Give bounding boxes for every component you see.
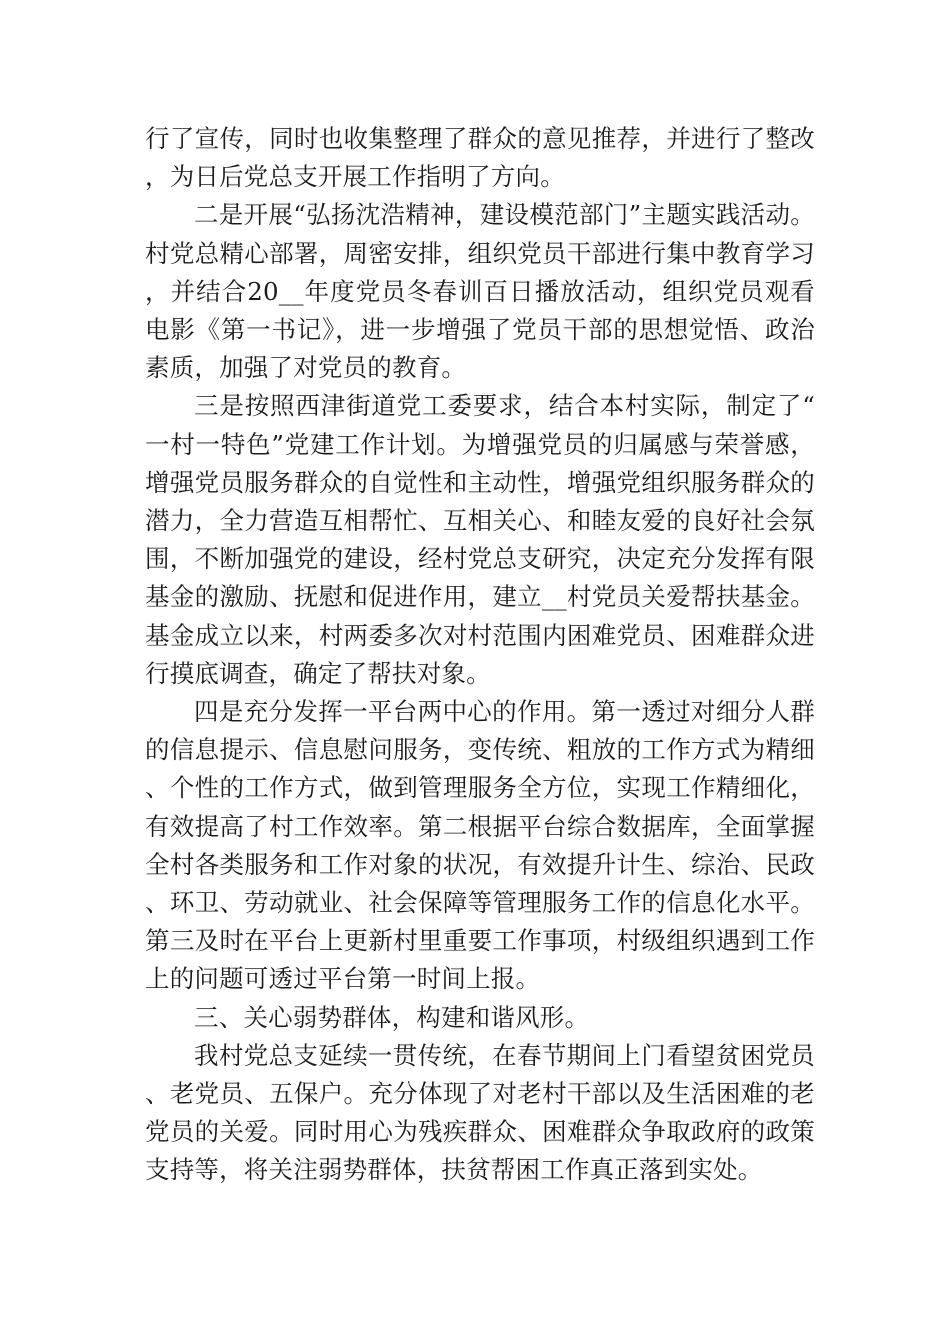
paragraph-party-building-plan: 三是按照西津街道党工委要求，结合本村实际，制定了“一村一特色”党建工作计划。为增强党员的归属感与荣誉感，增强党员服务群众的自觉性和主动性，增强党组织服务群众的潜力，全力营造互相帮忙、互相关心、和睦友爱的良好社会氛围，不断加强党的建设，经村党总支研究，决定充分发挥有限基金的激励、抚慰和促进作用，建立__村党员关爱帮扶基金。基金成立以来，村两委多次对村范围内困难党员、困难群众进行摸底调查，确定了帮扶对象。	[145, 391, 815, 688]
paragraph-continuation: 行了宣传，同时也收集整理了群众的意见推荐，并进行了整改，为日后党总支开展工作指明了方向。	[145, 124, 815, 192]
document-body	[145, 120, 815, 1190]
paragraph-vulnerable-groups: 我村党总支延续一贯传统，在春节期间上门看望贫困党员、老党员、五保户。充分体现了对老村干部以及生活困难的老党员的关爱。同时用心为残疾群众、困难群众争取政府的政策支持等，将关注弱势群体，扶贫帮困工作真正落到实处。	[145, 1040, 815, 1185]
section-heading: 三、关心弱势群体，构建和谐风形。	[194, 1002, 590, 1032]
paragraph-platform: 四是充分发挥一平台两中心的作用。第一透过对细分人群的信息提示、信息慰问服务，变传统、粗放的工作方式为精细、个性的工作方式，做到管理服务全方位，实现工作精细化，有效提高了村工作效率。第二根据平台综合数据库，全面掌握全村各类服务和工作对象的状况，有效提升计生、综治、民政、环卫、劳动就业、社会保障等管理服务工作的信息化水平。第三及时在平台上更新村里重要工作事项，村级组织遇到工作上的问题可透过平台第一时间上报。	[145, 697, 815, 994]
paragraph-theme-practice: 二是开展“弘扬沈浩精神，建设模范部门”主题实践活动。村党总精心部署，周密安排，组织党员干部进行集中教育学习，并结合20__年度党员冬春训百日播放活动，组织党员观看电影《第一书记》，进一步增强了党员干部的思想觉悟、政治素质，加强了对党员的教育。	[145, 200, 815, 383]
